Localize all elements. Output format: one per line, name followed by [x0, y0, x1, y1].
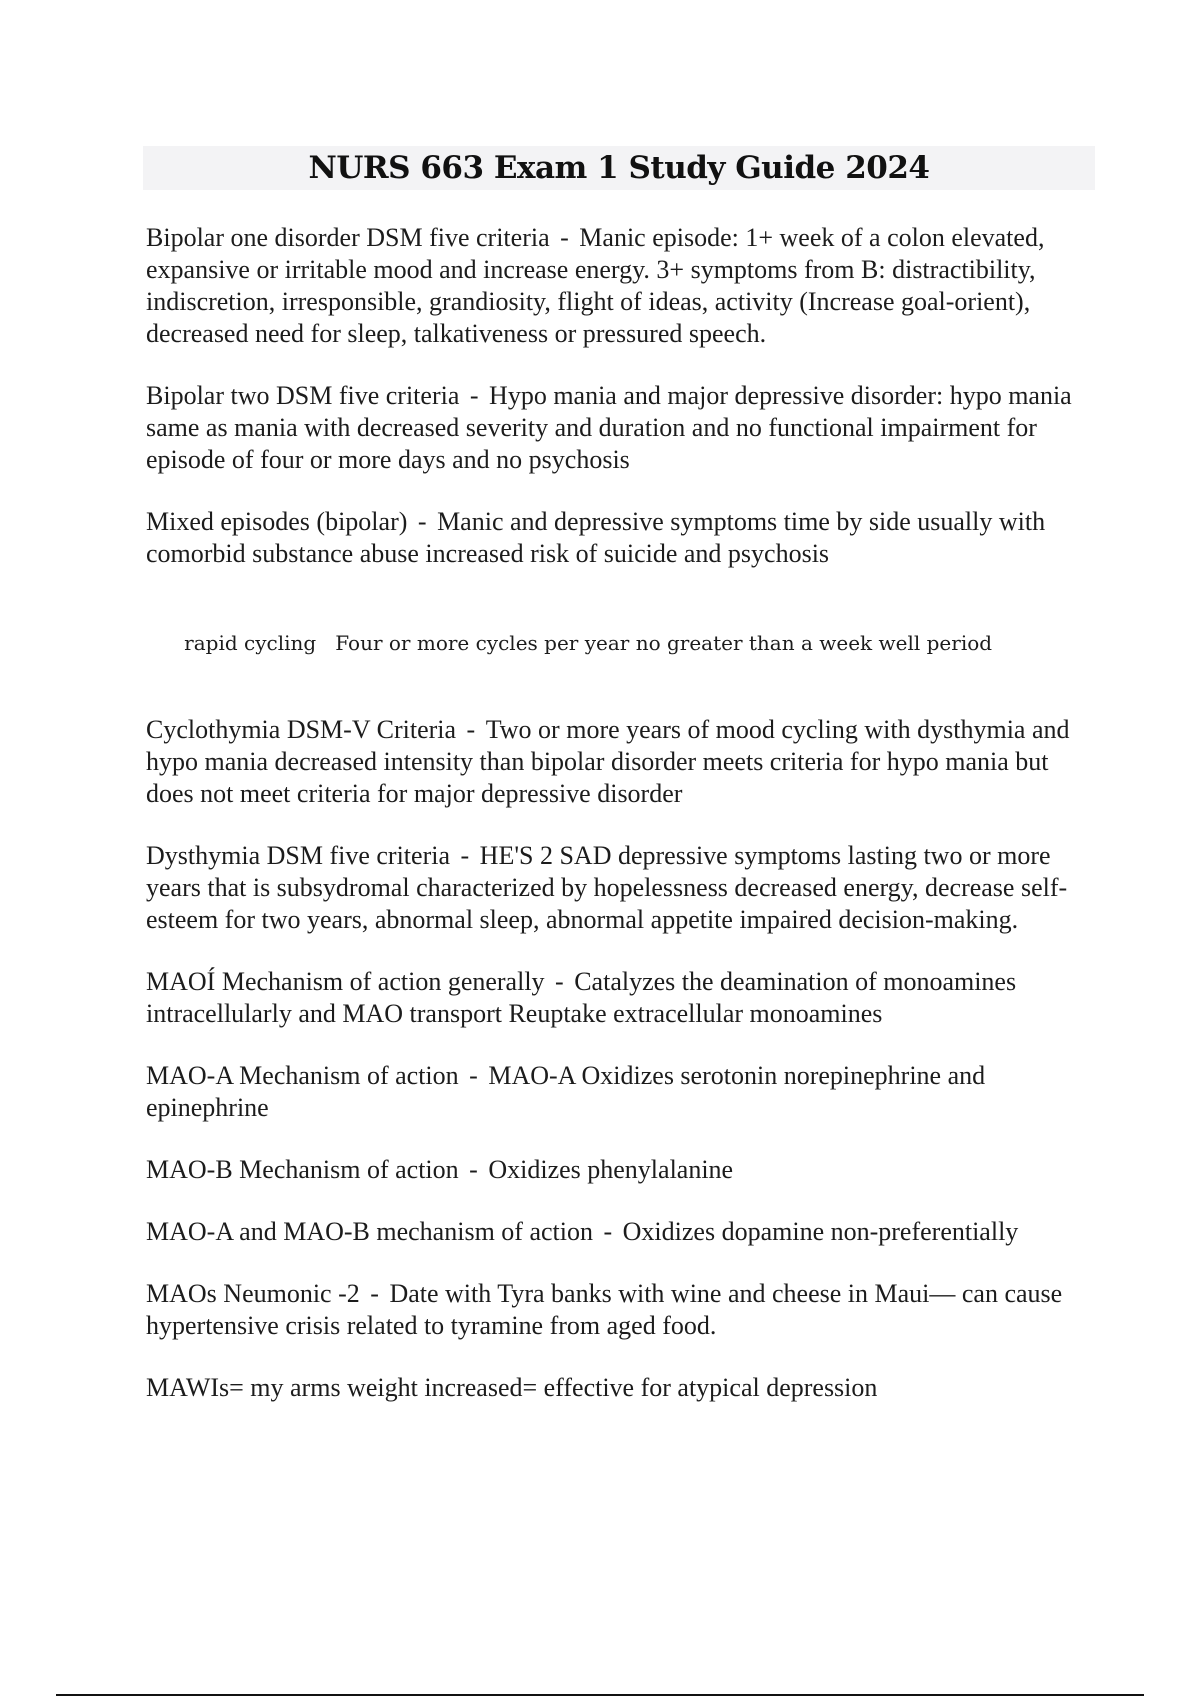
study-guide-entries	[146, 222, 1086, 1404]
entry-definition: MAO-A Oxidizes serotonin norepinephrine and epinephrine	[146, 1061, 986, 1122]
entry-separator: -	[462, 1155, 485, 1184]
entry-cyclothymia	[146, 714, 1086, 810]
entry-term: Bipolar one disorder DSM five criteria	[146, 223, 550, 252]
entry-definition: Oxidizes phenylalanine	[488, 1155, 734, 1184]
entry-separator: -	[460, 715, 482, 744]
entry-term: rapid cycling	[184, 631, 317, 655]
entry-term: MAO-A and MAO-B mechanism of action	[146, 1217, 593, 1246]
entry-separator	[316, 631, 335, 655]
entry-definition: Four or more cycles per year no greater than a week well period	[335, 631, 993, 655]
entry-term: MAWIs= my arms weight increased= effective for atypical depression	[146, 1373, 878, 1402]
entry-definition: Manic episode: 1+ week of a colon elevated, expansive or irritable mood and increase energy. 3+ symptoms from B: distractibility, indiscretion, irresponsible, grandiosity, flight of ideas, activity (Increase goal-orient), decreased need for sleep, talkativeness or pressured speech.	[146, 223, 1045, 348]
entry-term: MAO-B Mechanism of action	[146, 1155, 459, 1184]
entry-separator: -	[462, 1061, 485, 1090]
entry-definition: Two or more years of mood cycling with dysthymia and hypo mania decreased intensity than bipolar disorder meets criteria for hypo mania but does not meet criteria for major depressive disorder	[146, 715, 1070, 808]
entry-definition: Manic and depressive symptoms time by side usually with comorbid substance abuse increased risk of suicide and psychosis	[146, 507, 1046, 568]
entry-mixed-episodes	[146, 506, 1086, 570]
entry-definition: Date with Tyra banks with wine and cheese in Maui— can cause hypertensive crisis related to tyramine from aged food.	[146, 1279, 1063, 1340]
entry-separator: -	[363, 1279, 386, 1308]
entry-separator: -	[553, 223, 576, 252]
entry-separator: -	[548, 967, 571, 996]
entry-maoi-mechanism	[146, 966, 1086, 1030]
entry-bipolar-two	[146, 380, 1086, 476]
entry-dysthymia	[146, 840, 1086, 936]
footer-divider	[56, 1694, 1144, 1696]
entry-separator: -	[596, 1217, 619, 1246]
document-title: NURS 663 Exam 1 Study Guide 2024	[308, 150, 930, 186]
entry-term: Dysthymia DSM five criteria	[146, 841, 450, 870]
entry-maos-mnemonic	[146, 1278, 1086, 1342]
entry-term: MAOÍ Mechanism of action generally	[146, 967, 545, 996]
entry-mawis	[146, 1372, 1086, 1404]
entry-term: MAOs Neumonic -2	[146, 1279, 360, 1308]
entry-definition: Hypo mania and major depressive disorder: hypo mania same as mania with decreased severity and duration and no functional impairment for episode of four or more days and no psychosis	[146, 381, 1072, 474]
entry-definition: Catalyzes the deamination of monoamines intracellularly and MAO transport Reuptake extracellular monoamines	[146, 967, 1017, 1028]
entry-term: Mixed episodes (bipolar)	[146, 507, 408, 536]
title-bar	[143, 146, 1095, 190]
entry-bipolar-one	[146, 222, 1086, 350]
entry-definition: Oxidizes dopamine non-preferentially	[622, 1217, 1019, 1246]
entry-term: MAO-A Mechanism of action	[146, 1061, 459, 1090]
entry-definition: HE'S 2 SAD depressive symptoms lasting two or more years that is subsydromal characterized by hopelessness decreased energy, decrease self-esteem for two years, abnormal sleep, abnormal appetite impaired decision-making.	[146, 841, 1068, 934]
entry-rapid-cycling	[146, 598, 1086, 688]
entry-term: Bipolar two DSM five criteria	[146, 381, 460, 410]
entry-separator: -	[454, 841, 476, 870]
entry-term: Cyclothymia DSM-V Criteria	[146, 715, 457, 744]
entry-separator: -	[463, 381, 486, 410]
entry-mao-a-and-b-mechanism	[146, 1216, 1086, 1248]
entry-separator: -	[411, 507, 434, 536]
entry-mao-b-mechanism	[146, 1154, 1086, 1186]
entry-mao-a-mechanism	[146, 1060, 1086, 1124]
